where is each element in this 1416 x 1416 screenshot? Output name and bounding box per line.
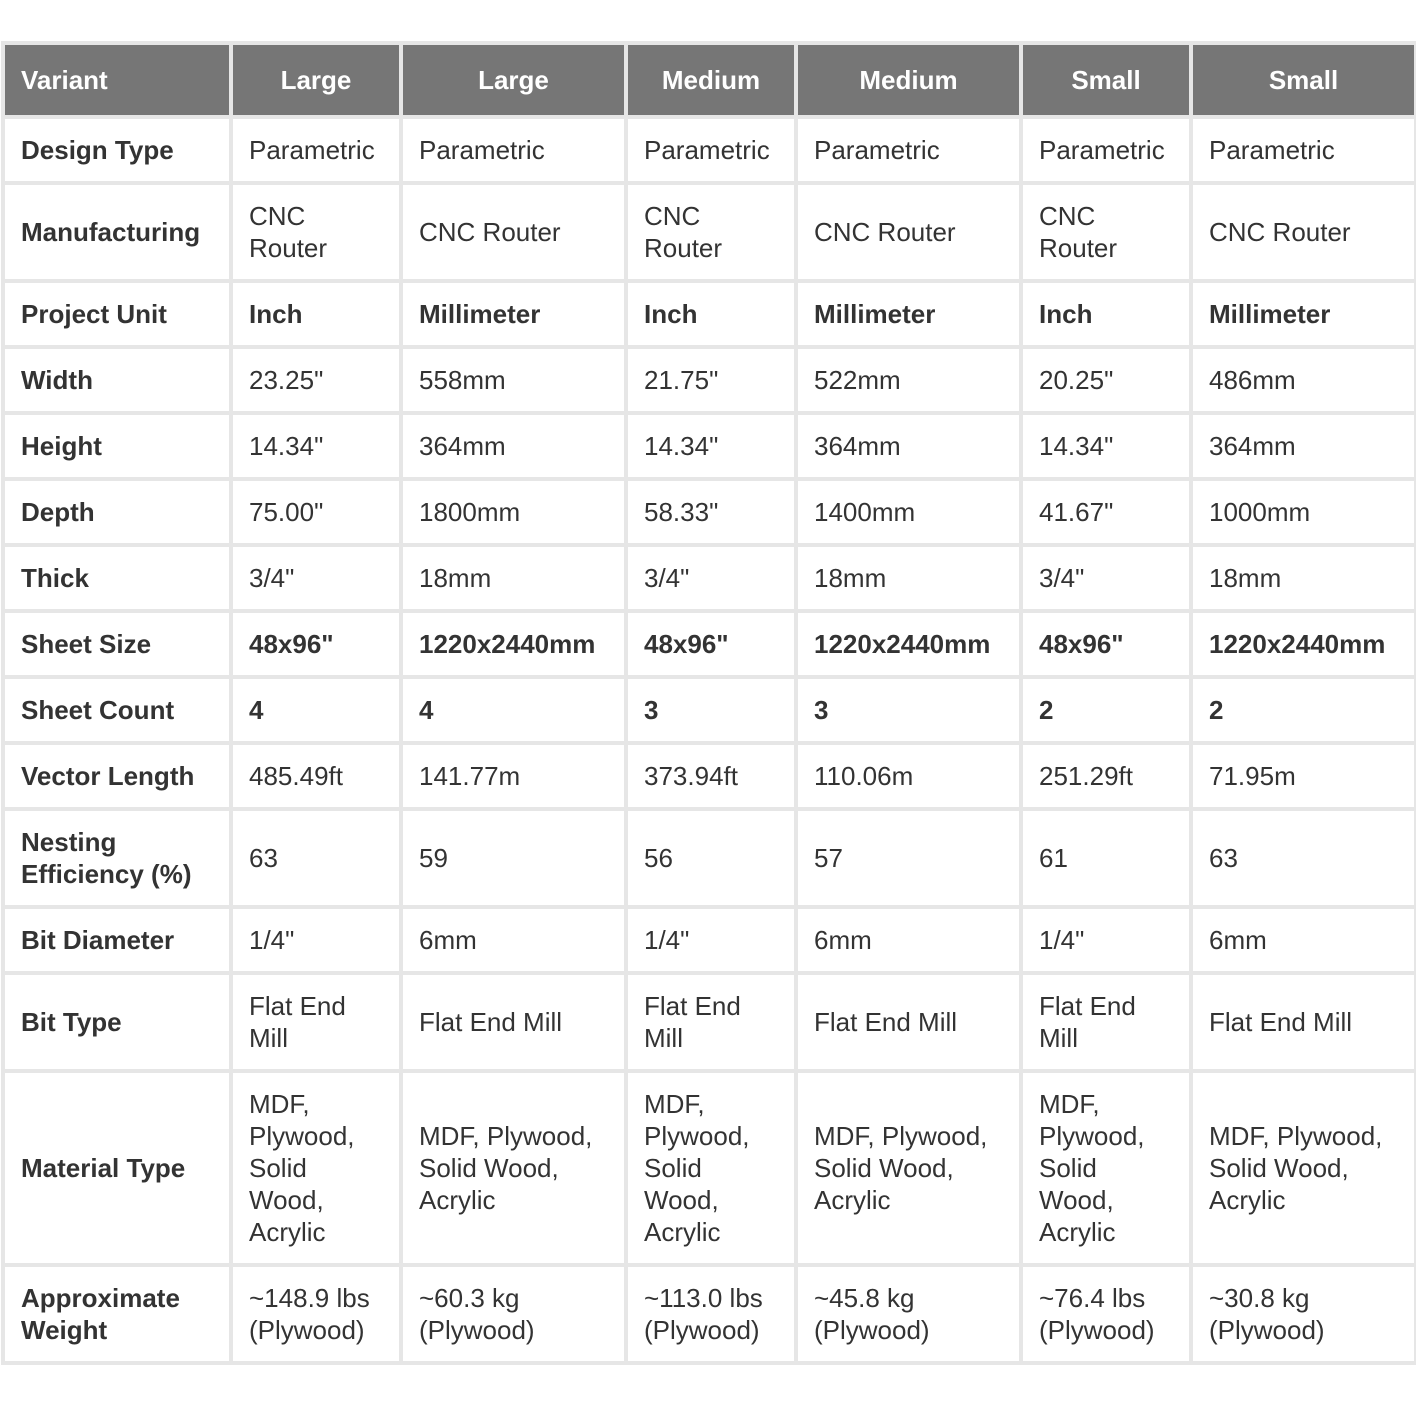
table-cell: 522mm: [798, 349, 1019, 411]
table-cell: Millimeter: [1193, 283, 1414, 345]
row-label: Material Type: [5, 1073, 229, 1263]
row-label: Sheet Size: [5, 613, 229, 675]
table-cell: 18mm: [403, 547, 624, 609]
table-cell: 56: [628, 811, 794, 905]
table-cell: ~76.4 lbs (Plywood): [1023, 1267, 1189, 1361]
table-cell: 558mm: [403, 349, 624, 411]
table-cell: MDF, Plywood, Solid Wood, Acrylic: [1193, 1073, 1414, 1263]
table-cell: 48x96": [1023, 613, 1189, 675]
table-cell: 6mm: [798, 909, 1019, 971]
table-row: [5, 1073, 1414, 1263]
table-row: [5, 975, 1414, 1069]
table-row: [5, 811, 1414, 905]
table-cell: MDF, Plywood, Solid Wood, Acrylic: [798, 1073, 1019, 1263]
table-cell: 48x96": [233, 613, 399, 675]
table-cell: Parametric: [1193, 119, 1414, 181]
table-row: [5, 119, 1414, 181]
table-cell: 14.34": [1023, 415, 1189, 477]
table-cell: 14.34": [628, 415, 794, 477]
header-col: Large: [403, 45, 624, 115]
table-cell: 63: [233, 811, 399, 905]
header-col: Small: [1023, 45, 1189, 115]
row-label: Height: [5, 415, 229, 477]
table-cell: 18mm: [798, 547, 1019, 609]
table-cell: 4: [403, 679, 624, 741]
row-label: Bit Diameter: [5, 909, 229, 971]
table-cell: 2: [1193, 679, 1414, 741]
table-cell: 57: [798, 811, 1019, 905]
table-cell: 364mm: [1193, 415, 1414, 477]
table-cell: CNC Router: [403, 185, 624, 279]
table-cell: 364mm: [798, 415, 1019, 477]
table-cell: 18mm: [1193, 547, 1414, 609]
table-cell: 6mm: [1193, 909, 1414, 971]
row-label: Manufacturing: [5, 185, 229, 279]
table-cell: 364mm: [403, 415, 624, 477]
table-cell: Inch: [1023, 283, 1189, 345]
table-cell: Flat End Mill: [233, 975, 399, 1069]
row-label: Project Unit: [5, 283, 229, 345]
header-col: Medium: [628, 45, 794, 115]
table-cell: 1220x2440mm: [798, 613, 1019, 675]
table-cell: ~113.0 lbs (Plywood): [628, 1267, 794, 1361]
table-cell: 486mm: [1193, 349, 1414, 411]
table-cell: 58.33": [628, 481, 794, 543]
table-cell: Parametric: [403, 119, 624, 181]
table-cell: 20.25": [1023, 349, 1189, 411]
table-cell: Parametric: [1023, 119, 1189, 181]
header-col: Small: [1193, 45, 1414, 115]
table-cell: 1/4": [233, 909, 399, 971]
table-cell: Flat End Mill: [1023, 975, 1189, 1069]
table-cell: 1220x2440mm: [1193, 613, 1414, 675]
table-cell: 3/4": [1023, 547, 1189, 609]
table-cell: 251.29ft: [1023, 745, 1189, 807]
table-cell: Millimeter: [403, 283, 624, 345]
table-cell: 485.49ft: [233, 745, 399, 807]
table-cell: Inch: [233, 283, 399, 345]
header-col: Large: [233, 45, 399, 115]
table-cell: 3: [798, 679, 1019, 741]
table-cell: 1/4": [1023, 909, 1189, 971]
table-cell: Flat End Mill: [798, 975, 1019, 1069]
table-cell: 75.00": [233, 481, 399, 543]
row-label: Width: [5, 349, 229, 411]
table-cell: Parametric: [628, 119, 794, 181]
table-cell: Flat End Mill: [403, 975, 624, 1069]
table-cell: 1400mm: [798, 481, 1019, 543]
table-cell: 3/4": [628, 547, 794, 609]
table-cell: 61: [1023, 811, 1189, 905]
table-cell: CNC Router: [1193, 185, 1414, 279]
table-row: [5, 415, 1414, 477]
table-cell: CNC Router: [628, 185, 794, 279]
table-cell: ~148.9 lbs (Plywood): [233, 1267, 399, 1361]
table-row: [5, 283, 1414, 345]
table-cell: MDF, Plywood, Solid Wood, Acrylic: [1023, 1073, 1189, 1263]
table-cell: MDF, Plywood, Solid Wood, Acrylic: [233, 1073, 399, 1263]
table-row: [5, 1267, 1414, 1361]
table-cell: 1/4": [628, 909, 794, 971]
table-row: [5, 745, 1414, 807]
table-cell: 21.75": [628, 349, 794, 411]
table-cell: 1220x2440mm: [403, 613, 624, 675]
table-cell: CNC Router: [1023, 185, 1189, 279]
table-cell: Flat End Mill: [1193, 975, 1414, 1069]
table-cell: 4: [233, 679, 399, 741]
row-label: Depth: [5, 481, 229, 543]
spec-table: [1, 41, 1416, 1365]
table-row: [5, 349, 1414, 411]
table-cell: 3/4": [233, 547, 399, 609]
table-row: [5, 547, 1414, 609]
table-row: [5, 613, 1414, 675]
header-variant: Variant: [5, 45, 229, 115]
table-cell: CNC Router: [233, 185, 399, 279]
table-cell: ~60.3 kg (Plywood): [403, 1267, 624, 1361]
table-cell: 63: [1193, 811, 1414, 905]
table-cell: 1000mm: [1193, 481, 1414, 543]
table-cell: Millimeter: [798, 283, 1019, 345]
table-cell: Parametric: [233, 119, 399, 181]
table-cell: ~45.8 kg (Plywood): [798, 1267, 1019, 1361]
table-cell: 6mm: [403, 909, 624, 971]
table-row: [5, 909, 1414, 971]
table-cell: CNC Router: [798, 185, 1019, 279]
table-cell: 141.77m: [403, 745, 624, 807]
table-cell: 1800mm: [403, 481, 624, 543]
row-label: Bit Type: [5, 975, 229, 1069]
row-label: Approximate Weight: [5, 1267, 229, 1361]
table-cell: MDF, Plywood, Solid Wood, Acrylic: [403, 1073, 624, 1263]
table-cell: 373.94ft: [628, 745, 794, 807]
table-cell: MDF, Plywood, Solid Wood, Acrylic: [628, 1073, 794, 1263]
table-cell: 23.25": [233, 349, 399, 411]
table-cell: Flat End Mill: [628, 975, 794, 1069]
table-row: [5, 481, 1414, 543]
header-col: Medium: [798, 45, 1019, 115]
table-cell: 110.06m: [798, 745, 1019, 807]
row-label: Design Type: [5, 119, 229, 181]
table-cell: 41.67": [1023, 481, 1189, 543]
row-label: Sheet Count: [5, 679, 229, 741]
table-cell: 14.34": [233, 415, 399, 477]
table-cell: Parametric: [798, 119, 1019, 181]
row-label: Nesting Efficiency (%): [5, 811, 229, 905]
table-cell: 71.95m: [1193, 745, 1414, 807]
table-row: [5, 185, 1414, 279]
row-label: Vector Length: [5, 745, 229, 807]
table-cell: 48x96": [628, 613, 794, 675]
row-label: Thick: [5, 547, 229, 609]
table-cell: ~30.8 kg (Plywood): [1193, 1267, 1414, 1361]
table-cell: 59: [403, 811, 624, 905]
table-row: [5, 679, 1414, 741]
header-row: [5, 45, 1414, 115]
table-cell: Inch: [628, 283, 794, 345]
table-cell: 3: [628, 679, 794, 741]
table-cell: 2: [1023, 679, 1189, 741]
